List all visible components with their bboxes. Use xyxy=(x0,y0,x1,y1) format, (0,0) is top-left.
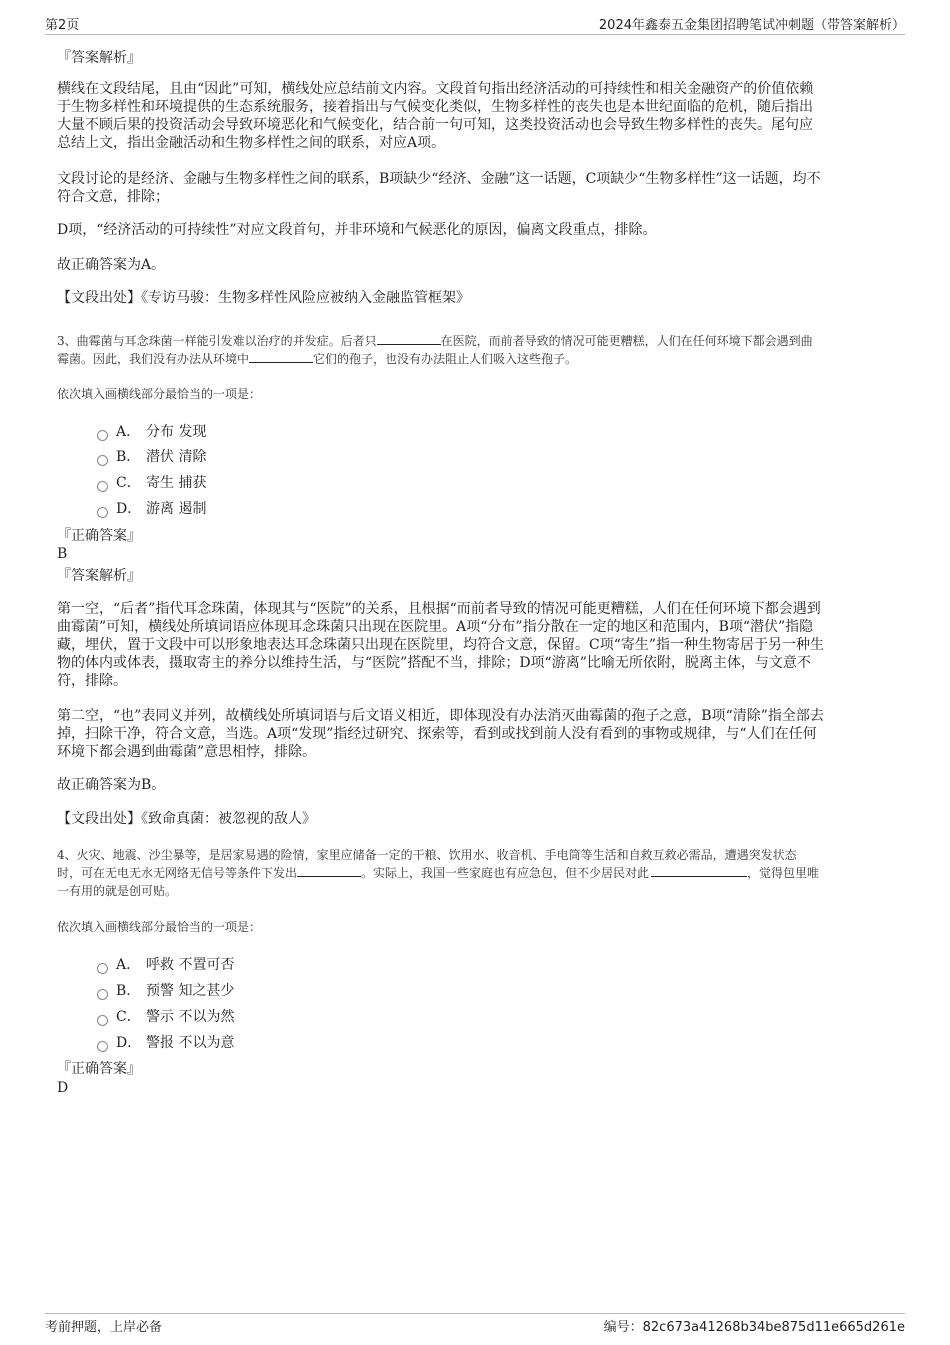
q3-option-a[interactable]: A． 分布 发现 xyxy=(97,421,206,441)
radio-icon[interactable] xyxy=(97,507,108,518)
q4-prompt: 依次填入画横线部分最恰当的一项是： xyxy=(57,920,262,934)
document-title: 2024年鑫泰五金集团招聘笔试冲刺题（带答案解析） xyxy=(598,18,905,33)
q3-source: 【文段出处】《致命真菌：被忽视的敌人》 xyxy=(57,811,316,827)
q3-analysis-paragraph-1: 第一空，“后者”指代耳念珠菌，体现其与“医院”的关系，且根据“而前者导致的情况可能更糟糕，人们在任何环境下都会遇到 曲霉菌”可知，横线处所填词语应体现耳念珠菌只出现在医院里。A项“分布”指分散在一定的地区和范围内，B项“潜伏”指隐 藏，埋伏，置于文段中可以形象地表达耳念珠菌只出现在医院里，均符合文意，保留。C项“寄生”指一种生物寄居于另一种生 物的体内或体表，摄取寄主的养分以维持生活，与“医院”搭配不当，排除；D项“游离”比喻无所依附，脱离主体，与文意不 符，排除。 xyxy=(57,601,825,689)
blank-1 xyxy=(377,332,441,345)
q3-stem: 3、曲霉菌与耳念珠菌一样能引发难以治疗的并发症。后者只 在医院，而前者导致的情况可能更糟糕，人们在任何环境下都会遇到曲 霉菌。因此，我们没有办法从环境中 它们的孢子，也没有办法阻止人们吸入这些孢子。 xyxy=(57,334,813,366)
q3-conclusion: 故正确答案为B。 xyxy=(57,777,166,793)
q2-analysis-paragraph-2: 文段讨论的是经济、金融与生物多样性之间的联系，B项缺少“经济、金融”这一话题，C项缺少“生物多样性”这一话题，均不 符合文意，排除； xyxy=(57,171,821,205)
q2-analysis-paragraph-3: D项，“经济活动的可持续性”对应文段首句，并非环境和气候恶化的原因，偏离文段重点，排除。 xyxy=(57,222,657,238)
q3-analysis-label: 『答案解析』 xyxy=(57,568,141,584)
page-footer xyxy=(45,1313,905,1336)
radio-icon[interactable] xyxy=(97,963,108,974)
blank-1 xyxy=(297,864,361,877)
q4-answer: D xyxy=(57,1080,69,1096)
q3-answer-label: 『正确答案』 xyxy=(57,528,141,544)
q2-analysis-label: 『答案解析』 xyxy=(57,50,141,66)
blank-2 xyxy=(651,864,747,877)
page-number: 第2页 xyxy=(45,18,80,33)
q4-option-b[interactable]: B． 预警 知之甚少 xyxy=(97,980,234,1000)
radio-icon[interactable] xyxy=(97,430,108,441)
q4-option-a[interactable]: A． 呼救 不置可否 xyxy=(97,954,234,974)
q2-analysis-paragraph-1: 横线在文段结尾，且由“因此”可知，横线处应总结前文内容。文段首句指出经济活动的可持续性和相关金融资产的价值依赖 于生物多样性和环境提供的生态系统服务，接着指出与气候变化类似，生物多样性的丧失也是本世纪面临的危机，随后指出 大量不顾后果的投资活动会导致环境恶化和气候变化，结合前一句可知，这类投资活动也会导致生物多样性的丧失。尾句应 总结上文，指出金融活动和生物多样性之间的联系，对应A项。 xyxy=(57,81,814,151)
radio-icon[interactable] xyxy=(97,1041,108,1052)
radio-icon[interactable] xyxy=(97,989,108,1000)
q3-option-b[interactable]: B． 潜伏 清除 xyxy=(97,446,206,466)
page-header xyxy=(45,12,905,35)
footer-code: 编号：82c673a41268b34be875d11e665d261e xyxy=(603,1320,905,1335)
q4-option-c[interactable]: C． 警示 不以为然 xyxy=(97,1006,234,1026)
radio-icon[interactable] xyxy=(97,1015,108,1026)
q4-option-d[interactable]: D． 警报 不以为意 xyxy=(97,1032,234,1052)
footer-slogan: 考前押题，上岸必备 xyxy=(45,1320,163,1335)
radio-icon[interactable] xyxy=(97,455,108,466)
q2-source: 【文段出处】《专访马骏：生物多样性风险应被纳入金融监管框架》 xyxy=(57,290,470,306)
q3-prompt: 依次填入画横线部分最恰当的一项是： xyxy=(57,387,262,401)
q3-option-c[interactable]: C． 寄生 捕获 xyxy=(97,472,206,492)
q3-option-d[interactable]: D． 游离 遏制 xyxy=(97,498,206,518)
blank-2 xyxy=(249,350,313,363)
q2-conclusion: 故正确答案为A。 xyxy=(57,257,166,273)
q4-answer-label: 『正确答案』 xyxy=(57,1061,141,1077)
q3-analysis-paragraph-2: 第二空，“也”表同义并列，故横线处所填词语与后文语义相近，即体现没有办法消灭曲霉菌的孢子之意，B项“清除”指全部去 掉，扫除干净，符合文意，当选。A项“发现”指经过研究、探索等，看到或找到前人没有看到的事物或规律，与“人们在任何 环境下都会遇到曲霉菌”意思相悖，排除。 xyxy=(57,708,824,760)
radio-icon[interactable] xyxy=(97,481,108,492)
q3-answer: B xyxy=(57,546,68,562)
q4-stem: 4、火灾、地震、沙尘暴等，是居家易遇的险情，家里应储备一定的干粮、饮用水、收音机、手电筒等生活和自救互救必需品，遭遇突发状态 时，可在无电无水无网络无信号等条件下发出 。实际上，我国一些家庭也有应急包，但不少居民对此 ，觉得包里唯 一有用的就是创可贴。 xyxy=(57,848,820,898)
